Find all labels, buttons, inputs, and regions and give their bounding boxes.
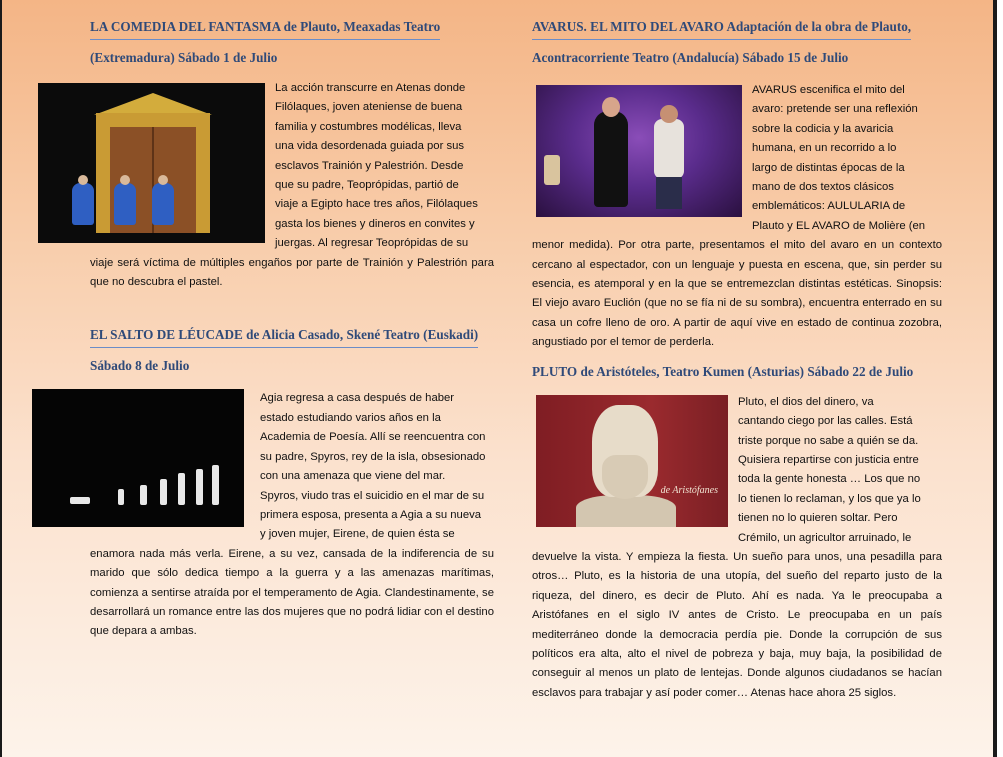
section-salto-leucade [38,326,494,641]
text-line: cantando ciego por las calles. Está [738,415,913,428]
text-line: Academia de Poesía. Allí se reencuentra con [260,431,486,444]
text-line: primera esposa, presenta a Agia a su nueva [260,508,482,521]
section-body-float [275,79,494,254]
text-line: Plauto y EL AVARO de Molière (en [752,219,926,232]
section-heading-subline: Acontracorriente Teatro (Andalucía) Sábado 15 de Julio [532,50,849,65]
text-line: esclavos Trainión y Palestrión. Desde [275,159,464,172]
section-body-float [752,81,942,236]
text-line: Spyros, viudo tras el suicidio en el mar de su [260,489,485,502]
text-line: su padre, Spyros, rey de la isla, obsesionado [260,450,486,463]
text-line: AVARUS escenifica el mito del [752,84,905,96]
text-line: una vida desordenada guiada por sus [275,140,465,153]
text-line: estado estudiando varios años en la [260,411,441,424]
avarus-stage-photo [536,85,742,217]
aristofanes-bust-photo [536,395,728,527]
text-line: sobre la codicia y la avaricia [752,122,894,135]
text-line: Filólaques, joven ateniense de buena [275,101,463,114]
text-line: Pluto, el dios del dinero, va [738,395,874,408]
text-line: toda la gente honesta … Los que no [738,473,921,486]
text-line: con una amenaza que viene del mar. [260,470,446,483]
text-line: mano de dos textos clásicos [752,181,894,194]
section-heading: PLUTO de Aristóteles, Teatro Kumen (Asturias) Sábado 22 de Julio [532,363,914,379]
section-heading: EL SALTO DE LÉUCADE de Alicia Casado, Skené Teatro (Euskadi) [90,326,478,348]
section-body: menor medida). Por otra parte, presentamos el mito del avaro en un contexto cercano al espectador, con un lenguaje y puesta en escena, que, sin perder su esencia, es atemporal y en la que se entremezclan distintas estéticas. Sinopsis: El viejo avaro Euclión (que no se fía ni de su sombra), encuentra enterrado en su casa un cofre lleno de oro. A partir de aquí vive en estado de continua zozobra, angustiado por el temor de perderla. [532,239,942,349]
section-heading: AVARUS. EL MITO DEL AVARO Adaptación de la obra de Plauto, [532,18,911,40]
dancers-stage-photo [32,389,244,527]
text-line: Quisiera repartirse con justicia entre [738,453,919,466]
section-body: devuelve la vista. Y empieza la fiesta. Un sueño para unos, una pesadilla para otros… Pluto, es la historia de una utopía, del sueño del reparto justo de la riqueza, del dinero, es decir de Pluto. Ahí es nada. Ya le preocupaba a Aristófanes en el siglo IV antes de Cristo. Le preocupaba en un país mediterráneo donde la democracia perdía pie. Donde la corrupción de sus políticos era alta, alto el nivel de pobreza y baja, muy baja, la posibilidad de conseguir al menos un plato de lentejas. Donde algunos ciudadanos se hacían esclavos para trabajar y así poder comer… Atenas hace ahora 25 siglos. [532,550,942,699]
section-heading-subline: (Extremadura) Sábado 1 de Julio [90,50,278,65]
section-body-float [260,389,494,544]
text-line: gasta los bienes y dineros en convites y [275,217,475,230]
text-line: Agia regresa a casa después de haber [260,392,455,405]
text-line: y joven mujer, Eirene, de quien ésta se [260,528,455,541]
text-line: emblemáticos: AULULARIA de [752,200,906,213]
section-body: viaje será víctima de múltiples engaños por parte de Trainión y Palestrión para que no descubra el pastel. [90,256,494,289]
text-line: juergas. Al regresar Teoprópidas de su [275,237,469,250]
text-line: avaro: pretende ser una reflexión [752,103,918,116]
section-heading: LA COMEDIA DEL FANTASMA de Plauto, Meaxadas Teatro [90,18,440,40]
section-pluto [532,363,942,704]
text-line: humana, en un recorrido a lo [752,142,897,155]
right-column [532,18,942,703]
text-line: que su padre, Teoprópidas, partió de [275,179,459,192]
section-avarus [532,18,942,353]
image-caption: de Aristófanes [660,484,718,496]
text-line: viaje a Egipto hace tres años, Filólaques [275,198,478,211]
text-line: lo tienen lo reclaman, y los que ya lo [738,492,921,505]
text-line: La acción transcurre en Atenas donde [275,82,466,94]
section-body-float [738,393,942,548]
section-body: enamora nada más verla. Eirene, a su vez, cansada de la indiferencia de su marido que sólo dedica tiempo a la guerra y a las amenazas marítimas, comienza a sentirse atraída por el temperamento de Agia. Clandestinamente, se desarrollará un romance entre las dos mujeres que no podrá lidiar con el destino que depara a ambas. [90,547,494,638]
left-column [38,18,494,642]
comedia-stage-photo [38,83,265,243]
section-heading-subline: Sábado 8 de Julio [90,358,190,374]
text-line: familia y costumbres modélicas, lleva [275,120,462,133]
text-line: tienen no lo quieren soltar. Pero [738,512,898,525]
text-line: largo de distintas épocas de la [752,161,905,174]
text-line: triste porque no sabe a quién se da. [738,434,919,447]
section-comedia-fantasma [38,18,494,292]
text-line: Crémilo, un agricultor arruinado, le [738,531,912,544]
